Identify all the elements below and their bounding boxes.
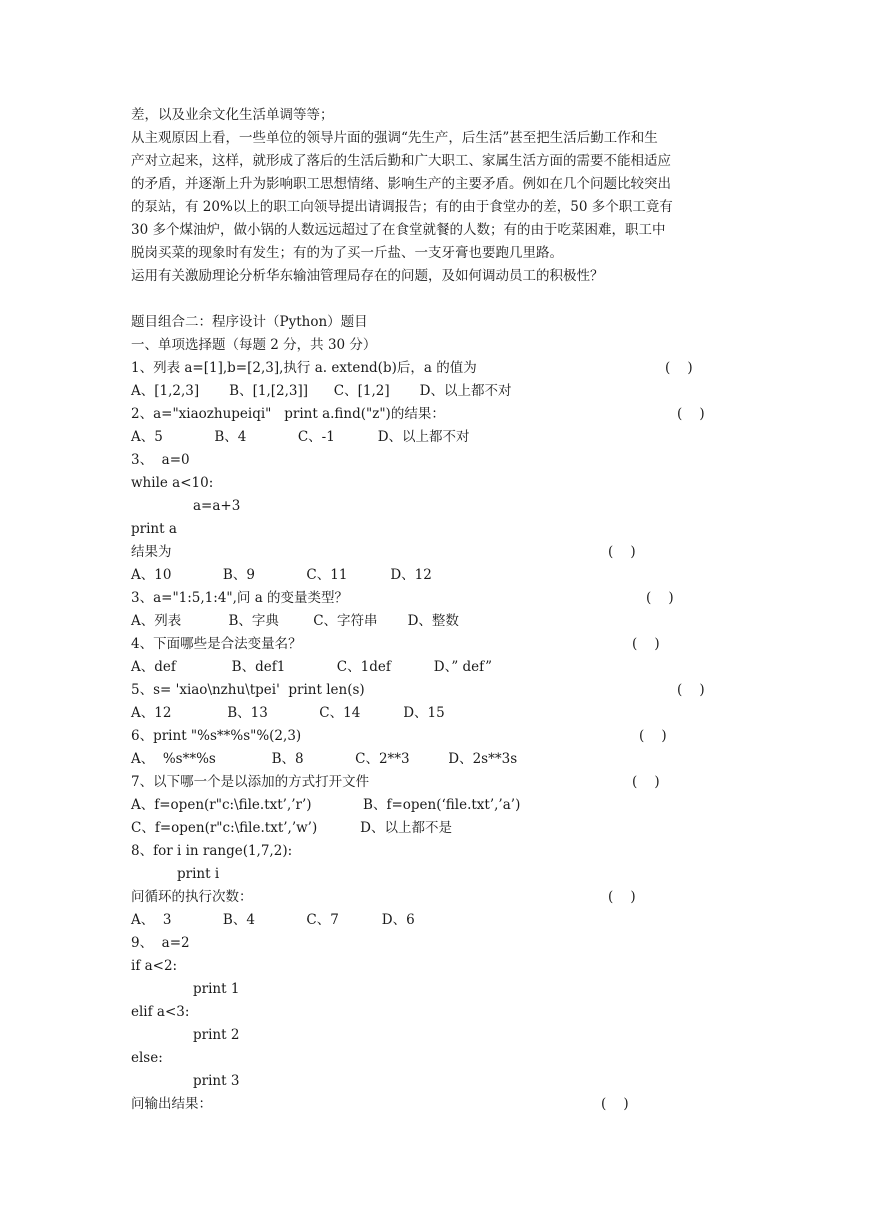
paragraph-line: 的矛盾，并逐渐上升为影响职工思想情绪、影响生产的主要矛盾。例如在几个问题比较突出 bbox=[131, 176, 671, 192]
answer-bracket: ( ) bbox=[677, 682, 705, 698]
code-line: print 3 bbox=[193, 1073, 240, 1089]
code-line: print i bbox=[177, 866, 220, 882]
paragraph-line: 脱岗买菜的现象时有发生；有的为了买一斤盐、一支牙膏也要跑几里路。 bbox=[131, 245, 563, 261]
options-7b: C、f=open(r"c:\file.txt’,’w’) D、以上都不是 bbox=[131, 820, 452, 836]
options-1: A、[1,2,3] B、[1,[2,3]] C、[1,2] D、以上都不对 bbox=[131, 383, 512, 399]
options-7a: A、f=open(r"c:\file.txt’,’r’) B、f=open(‘file.txt’,’a’) bbox=[131, 797, 521, 813]
code-line: print 1 bbox=[193, 981, 240, 997]
question-6: 6、print "%s**%s"%(2,3) bbox=[131, 728, 302, 744]
code-line: print a bbox=[131, 521, 177, 537]
paragraph-line: 从主观原因上看，一些单位的领导片面的强调“先生产，后生活”甚至把生活后勤工作和生 bbox=[131, 130, 658, 146]
options-6: A、 %s**%s B、8 C、2**3 D、2s**3s bbox=[131, 751, 518, 767]
code-line: elif a<3: bbox=[131, 1004, 190, 1020]
code-line: while a<10: bbox=[131, 475, 214, 491]
options-8: A、 3 B、4 C、7 D、6 bbox=[131, 912, 415, 928]
question-3: 3、 a=0 bbox=[131, 452, 190, 468]
answer-bracket: ( ) bbox=[677, 406, 705, 422]
question-8-prompt: 问循环的执行次数： bbox=[131, 889, 253, 905]
question-prompt: 运用有关激励理论分析华东输油管理局存在的问题，及如何调动员工的积极性？ bbox=[131, 268, 604, 284]
options-4: A、def B、def1 C、1def D、” def” bbox=[131, 659, 493, 675]
options-2: A、5 B、4 C、-1 D、以上都不对 bbox=[131, 429, 470, 445]
question-9-prompt: 问输出结果： bbox=[131, 1096, 212, 1112]
question-3b: 3、a="1:5,1:4",问 a 的变量类型？ bbox=[131, 590, 349, 606]
question-3-result: 结果为 bbox=[131, 544, 172, 560]
options-5: A、12 B、13 C、14 D、15 bbox=[131, 705, 445, 721]
answer-bracket: ( ) bbox=[639, 728, 667, 744]
paragraph-line: 的泵站，有 20%以上的职工向领导提出请调报告；有的由于食堂办的差，50 多个职工竟有 bbox=[131, 199, 673, 215]
answer-bracket: ( ) bbox=[632, 636, 660, 652]
answer-bracket: ( ) bbox=[646, 590, 674, 606]
question-7: 7、以下哪一个是以添加的方式打开文件 bbox=[131, 774, 370, 790]
paragraph-line: 差，以及业余文化生活单调等等； bbox=[131, 107, 334, 123]
answer-bracket: ( ) bbox=[665, 360, 693, 376]
question-8: 8、for i in range(1,7,2): bbox=[131, 843, 293, 859]
question-1: 1、列表 a=[1],b=[2,3],执行 a. extend(b)后，a 的值为 bbox=[131, 360, 477, 376]
question-5: 5、s= 'xiao\nzhu\tpei' print len(s) bbox=[131, 682, 365, 698]
code-line: print 2 bbox=[193, 1027, 240, 1043]
code-line: a=a+3 bbox=[193, 498, 241, 514]
question-4: 4、下面哪些是合法变量名？ bbox=[131, 636, 302, 652]
section-title: 题目组合二：程序设计（Python）题目 bbox=[131, 314, 368, 330]
paragraph-line: 30 多个煤油炉，做小锅的人数远远超过了在食堂就餐的人数；有的由于吃菜困难，职工中 bbox=[131, 222, 666, 238]
answer-bracket: ( ) bbox=[608, 544, 636, 560]
answer-bracket: ( ) bbox=[601, 1096, 629, 1112]
question-9: 9、 a=2 bbox=[131, 935, 190, 951]
code-line: if a<2: bbox=[131, 958, 178, 974]
section-subtitle: 一、单项选择题（每题 2 分，共 30 分） bbox=[131, 337, 377, 353]
paragraph-line: 产对立起来，这样，就形成了落后的生活后勤和广大职工、家属生活方面的需要不能相适应 bbox=[131, 153, 671, 169]
options-3: A、10 B、9 C、11 D、12 bbox=[131, 567, 432, 583]
answer-bracket: ( ) bbox=[632, 774, 660, 790]
question-2: 2、a="xiaozhupeiqi" print a.find("z")的结果： bbox=[131, 406, 445, 422]
answer-bracket: ( ) bbox=[608, 889, 636, 905]
options-3b: A、列表 B、字典 C、字符串 D、整数 bbox=[131, 613, 459, 629]
code-line: else: bbox=[131, 1050, 163, 1066]
